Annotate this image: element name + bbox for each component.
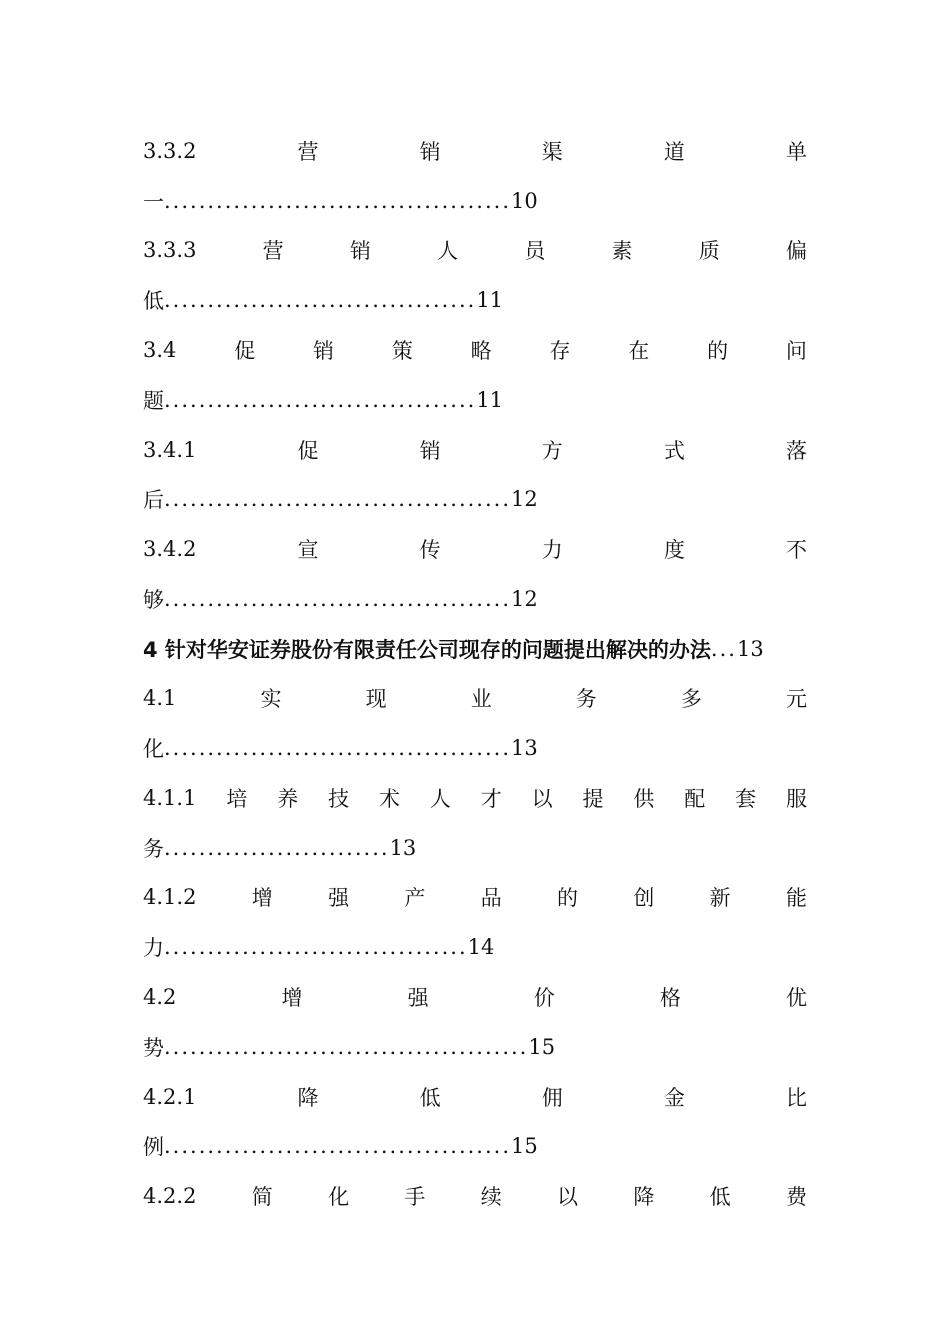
toc-char: 低 — [419, 1086, 441, 1110]
toc-number: 3.4.2 — [143, 537, 197, 561]
toc-entry-3-3-2 — [143, 133, 807, 169]
toc-char: 术 — [378, 787, 400, 811]
toc-char: 创 — [633, 886, 655, 910]
toc-char: 的 — [707, 339, 729, 363]
toc-chapter-title: 4 针对华安证券股份有限责任公司现存的问题提出解决的办法 — [143, 638, 711, 662]
toc-entry-4-2-2 — [143, 1178, 807, 1214]
toc-char: 金 — [663, 1086, 685, 1110]
toc-page-number: 14 — [467, 935, 495, 959]
toc-entry-4-2-cont — [143, 1029, 807, 1065]
toc-page-number: 15 — [528, 1035, 556, 1059]
toc-number: 3.4.1 — [143, 438, 197, 462]
toc-char: 配 — [684, 787, 706, 811]
toc-char: 业 — [470, 687, 492, 711]
toc-entry-4-1-1-cont — [143, 830, 807, 866]
toc-leader: ........................................ — [164, 587, 512, 611]
toc-char: 产 — [404, 886, 426, 910]
toc-leader: ........................................ — [164, 1134, 512, 1158]
toc-char: 培 — [226, 787, 248, 811]
toc-char: 题 — [143, 389, 164, 413]
toc-char: 一 — [143, 190, 164, 214]
toc-char: 促 — [234, 339, 256, 363]
toc-number: 4.1 — [143, 686, 177, 710]
toc-leader: .......................................... — [164, 1035, 529, 1059]
toc-char: 营 — [262, 239, 284, 263]
toc-char: 简 — [251, 1185, 273, 1209]
toc-char: 销 — [313, 339, 335, 363]
toc-char: 以 — [531, 787, 553, 811]
toc-char: 人 — [437, 239, 459, 263]
toc-char: 格 — [659, 986, 681, 1010]
toc-char: 营 — [297, 140, 319, 164]
toc-char: 宣 — [297, 538, 319, 562]
toc-char: 销 — [419, 439, 441, 463]
toc-char: 化 — [328, 1185, 350, 1209]
toc-char: 道 — [663, 140, 685, 164]
toc-char: 方 — [541, 439, 563, 463]
toc-char: 低 — [709, 1185, 731, 1209]
toc-page-number: 11 — [476, 288, 504, 312]
toc-char: 强 — [328, 886, 350, 910]
toc-char: 存 — [549, 339, 571, 363]
toc-entry-3-3-3-cont — [143, 282, 807, 318]
toc-char: 增 — [251, 886, 273, 910]
toc-number: 3.4 — [143, 338, 177, 362]
toc-entry-4-1-2-cont — [143, 929, 807, 965]
toc-char: 后 — [143, 488, 164, 512]
toc-char: 的 — [557, 886, 578, 910]
toc-char: 促 — [297, 439, 319, 463]
toc-char: 手 — [404, 1185, 426, 1209]
toc-entry-4-1-cont — [143, 730, 807, 766]
toc-char: 提 — [582, 787, 604, 811]
toc-char: 养 — [277, 787, 299, 811]
toc-char: 销 — [419, 140, 441, 164]
toc-char: 以 — [557, 1185, 578, 1209]
toc-number: 4.1.1 — [143, 786, 197, 810]
toc-leader: ........................................ — [164, 736, 512, 760]
toc-page-number: 13 — [736, 637, 764, 661]
toc-char: 质 — [698, 239, 720, 263]
toc-char: 销 — [349, 239, 371, 263]
toc-entry-chapter-4 — [143, 631, 807, 667]
toc-char: 比 — [785, 1086, 807, 1110]
toc-page-number: 11 — [476, 388, 504, 412]
toc-leader: .................................... — [164, 288, 477, 312]
toc-leader: .......................... — [164, 836, 390, 860]
toc-char: 落 — [785, 439, 807, 463]
toc-char: 务 — [575, 687, 597, 711]
toc-char: 增 — [281, 986, 303, 1010]
toc-char: 问 — [785, 339, 807, 363]
toc-page-number: 15 — [511, 1134, 538, 1158]
toc-char: 供 — [633, 787, 655, 811]
toc-entry-3-3-2-cont — [143, 183, 807, 219]
toc-leader: ........................................ — [164, 189, 512, 213]
toc-char: 素 — [611, 239, 633, 263]
toc-number: 4.2 — [143, 985, 177, 1009]
toc-char: 渠 — [541, 140, 563, 164]
toc-char: 元 — [785, 687, 807, 711]
toc-char: 策 — [391, 339, 413, 363]
toc-leader: ........................................ — [164, 487, 512, 511]
toc-char: 服 — [785, 787, 807, 811]
toc-char: 在 — [628, 339, 650, 363]
toc-char: 强 — [407, 986, 429, 1010]
toc-char: 降 — [633, 1185, 655, 1209]
toc-char: 品 — [480, 886, 502, 910]
toc-char: 够 — [143, 588, 164, 612]
toc-leader: .................................... — [164, 388, 477, 412]
toc-char: 传 — [419, 538, 441, 562]
toc-number: 4.1.2 — [143, 885, 197, 909]
toc-char: 单 — [785, 140, 807, 164]
toc-char: 偏 — [785, 239, 807, 263]
toc-page-number: 12 — [511, 587, 538, 611]
toc-page-number: 10 — [511, 189, 538, 213]
toc-page-number: 13 — [389, 836, 417, 860]
toc-number: 3.3.2 — [143, 139, 197, 163]
toc-char: 费 — [785, 1185, 807, 1209]
toc-char: 势 — [143, 1036, 164, 1060]
toc-entry-3-4-1 — [143, 432, 807, 468]
toc-char: 降 — [297, 1086, 319, 1110]
toc-entry-3-4-2-cont — [143, 581, 807, 617]
toc-char: 员 — [524, 239, 546, 263]
toc-char: 价 — [533, 986, 555, 1010]
toc-char: 技 — [328, 787, 350, 811]
toc-char: 续 — [480, 1185, 502, 1209]
toc-entry-4-2-1 — [143, 1079, 807, 1115]
toc-char: 实 — [260, 687, 282, 711]
toc-char: 佣 — [541, 1086, 563, 1110]
toc-char: 例 — [143, 1135, 164, 1159]
toc-char: 才 — [480, 787, 502, 811]
toc-char: 人 — [429, 787, 451, 811]
toc-entry-4-2 — [143, 979, 807, 1015]
toc-char: 不 — [785, 538, 807, 562]
toc-entry-3-4-1-cont — [143, 481, 807, 517]
toc-entry-4-1-1 — [143, 780, 807, 816]
toc-leader: ... — [710, 637, 737, 661]
toc-char: 优 — [785, 986, 807, 1010]
toc-char: 化 — [143, 737, 164, 761]
toc-char: 式 — [663, 439, 685, 463]
toc-entry-4-1 — [143, 680, 807, 716]
toc-char: 套 — [735, 787, 757, 811]
toc-page-number: 12 — [511, 487, 538, 511]
toc-char: 能 — [785, 886, 807, 910]
toc-entry-3-4 — [143, 332, 807, 368]
toc-number: 4.2.1 — [143, 1085, 197, 1109]
toc-char: 力 — [541, 538, 563, 562]
toc-entry-3-4-2 — [143, 531, 807, 567]
toc-char: 新 — [709, 886, 731, 910]
toc-char: 低 — [143, 289, 164, 313]
toc-number: 3.3.3 — [143, 238, 197, 262]
toc-char: 力 — [143, 936, 164, 960]
toc-char: 度 — [663, 538, 685, 562]
toc-char: 现 — [365, 687, 387, 711]
toc-char: 略 — [470, 339, 492, 363]
toc-entry-4-2-1-cont — [143, 1128, 807, 1164]
toc-page-number: 13 — [511, 736, 538, 760]
toc-char: 务 — [143, 837, 164, 861]
toc-leader: ................................... — [164, 935, 468, 959]
toc-entry-4-1-2 — [143, 879, 807, 915]
toc-number: 4.2.2 — [143, 1184, 197, 1208]
toc-entry-3-4-cont — [143, 382, 807, 418]
toc-entry-3-3-3 — [143, 232, 807, 268]
toc-char: 多 — [680, 687, 702, 711]
